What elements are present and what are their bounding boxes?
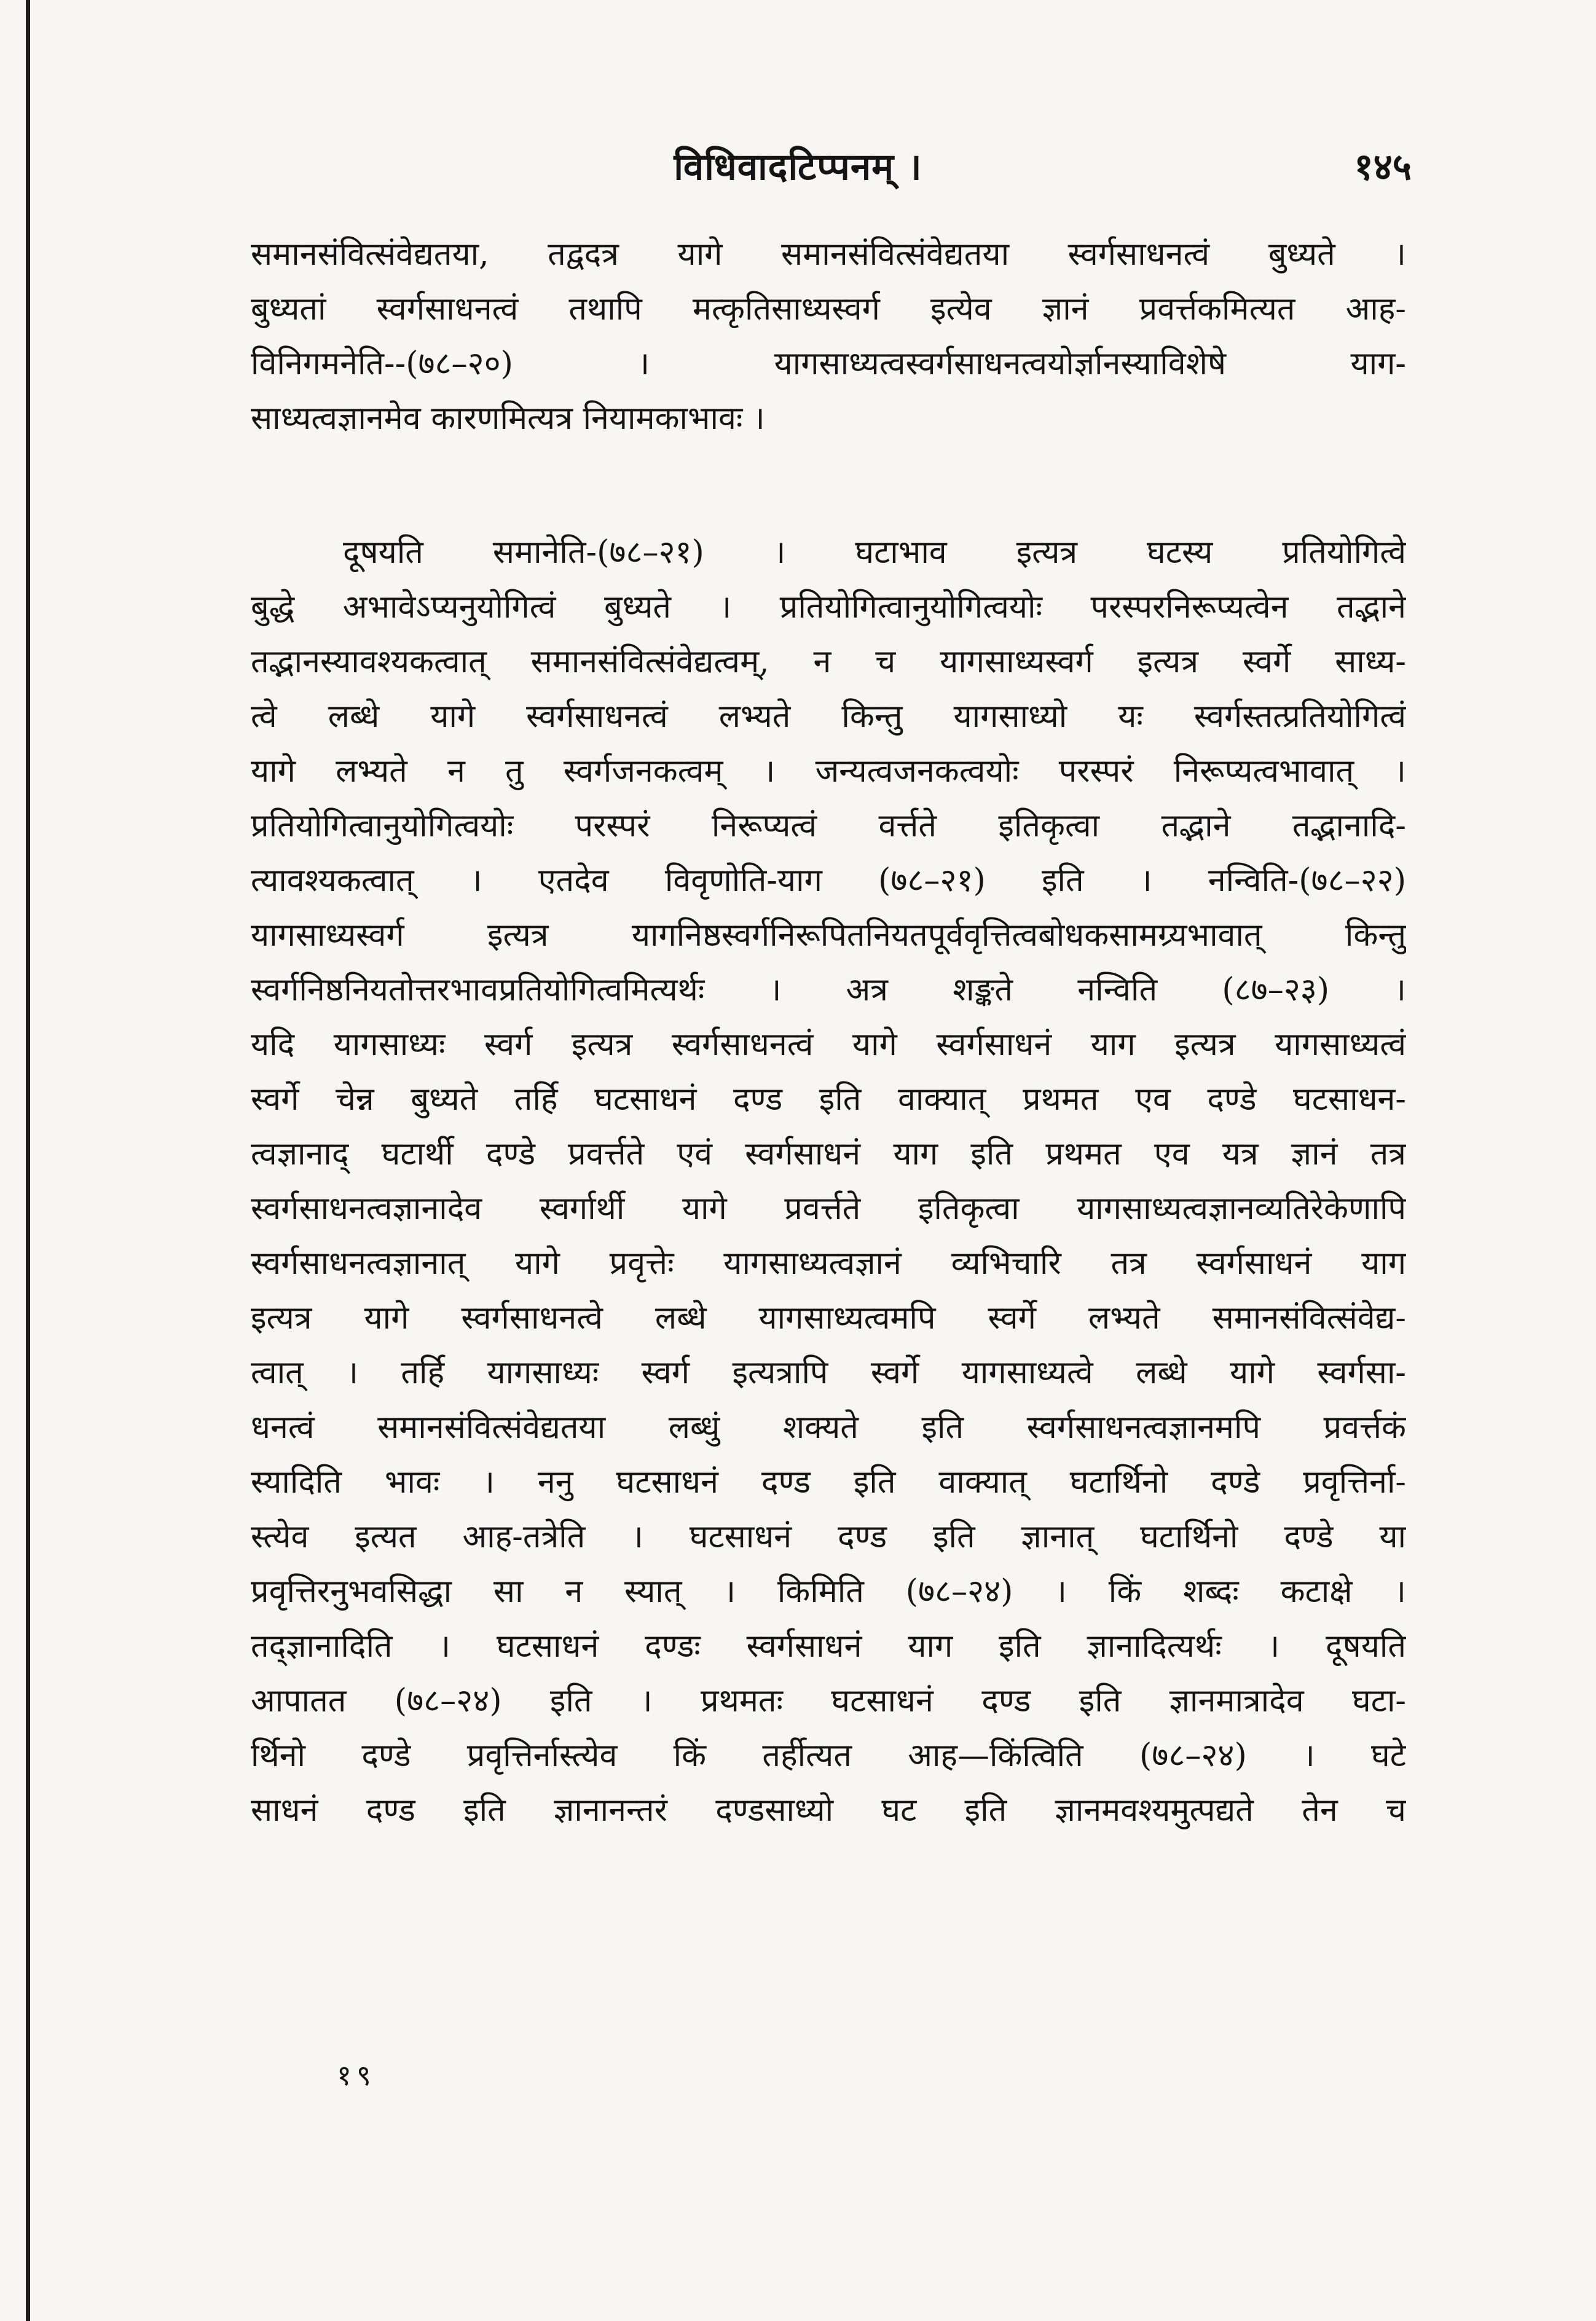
text-line: विनिगमनेति--(७८–२०) । यागसाध्यत्वस्वर्गसाधनत्वयोर्ज्ञानस्याविशेषे याग- xyxy=(251,345,1406,382)
text-line: त्वज्ञानाद् घटार्थी दण्डे प्रवर्त्तते एवं स्वर्गसाधनं याग इति प्रथमत एव यत्र ज्ञानं तत्र xyxy=(251,1136,1406,1172)
text-line: त्वात् । तर्हि यागसाध्यः स्वर्ग इत्यत्रापि स्वर्गे यागसाध्यत्वे लब्धे यागे स्वर्गसा- xyxy=(251,1354,1406,1391)
text-line: स्वर्गसाधनत्वज्ञानादेव स्वर्गार्थी यागे प्रवर्त्तते इतिकृत्वा यागसाध्यत्वज्ञानव्यतिरेकेणापि xyxy=(251,1190,1406,1227)
text-line: र्थिनो दण्डे प्रवृत्तिर्नास्त्येव किं तर्हीत्यत आह—किंत्विति (७८–२४) । घटे xyxy=(251,1737,1406,1774)
text-line: स्वर्गसाधनत्वज्ञानात् यागे प्रवृत्तेः यागसाध्यत्वज्ञानं व्यभिचारि तत्र स्वर्गसाधनं याग xyxy=(251,1245,1406,1282)
text-line: बुद्धे अभावेऽप्यनुयोगित्वं बुध्यते । प्रतियोगित्वानुयोगित्वयोः परस्परनिरूप्यत्वेन तद्भाने xyxy=(251,589,1406,626)
running-title: विधिवादटिप्पनम् । xyxy=(674,146,922,189)
text-line: साधनं दण्ड इति ज्ञानानन्तरं दण्डसाध्यो घट इति ज्ञानमवश्यमुत्पद्यते तेन च xyxy=(251,1792,1406,1829)
text-line: स्वर्गे चेन्न बुध्यते तर्हि घटसाधनं दण्ड इति वाक्यात् प्रथमत एव दण्डे घटसाधन- xyxy=(251,1081,1406,1118)
text-line: त्यावश्यकत्वात् । एतदेव विवृणोति-याग (७८–२१) इति । नन्विति-(७८–२२) xyxy=(251,862,1406,899)
text-line: यागसाध्यस्वर्ग इत्यत्र यागनिष्ठस्वर्गनिरूपितनियतपूर्ववृत्तित्वबोधकसामग्र्यभावात् किन्तु xyxy=(251,917,1406,954)
text-line: यदि यागसाध्यः स्वर्ग इत्यत्र स्वर्गसाधनत्वं यागे स्वर्गसाधनं याग इत्यत्र यागसाध्यत्वं xyxy=(251,1026,1406,1063)
page-spine-edge xyxy=(26,0,30,2321)
text-line: त्वे लब्धे यागे स्वर्गसाधनत्वं लभ्यते किन्तु यागसाध्यो यः स्वर्गस्तत्प्रतियोगित्वं xyxy=(251,698,1406,735)
signature-mark: १९ xyxy=(337,2059,376,2092)
text-line: तद्ज्ञानादिति । घटसाधनं दण्डः स्वर्गसाधनं याग इति ज्ञानादित्यर्थः । दूषयति xyxy=(251,1628,1406,1665)
text-line: यागे लभ्यते न तु स्वर्गजनकत्वम् । जन्यत्वजनकत्वयोः परस्परं निरूप्यत्वभावात् । xyxy=(251,753,1406,790)
text-line: दूषयति समानेति-(७८–२१) । घटाभाव इत्यत्र घटस्य प्रतियोगित्वे xyxy=(343,534,1406,571)
text-line: प्रवृत्तिरनुभवसिद्धा सा न स्यात् । किमिति (७८–२४) । किं शब्दः कटाक्षे । xyxy=(251,1573,1406,1610)
text-line: धनत्वं समानसंवित्संवेद्यतया लब्धुं शक्यते इति स्वर्गसाधनत्वज्ञानमपि प्रवर्त्तकं xyxy=(251,1409,1406,1446)
text-line: इत्यत्र यागे स्वर्गसाधनत्वे लब्धे यागसाध्यत्वमपि स्वर्गे लभ्यते समानसंवित्संवेद्य- xyxy=(251,1300,1406,1337)
page-header xyxy=(0,140,1596,195)
text-line: स्यादिति भावः । ननु घटसाधनं दण्ड इति वाक्यात् घटार्थिनो दण्डे प्रवृत्तिर्ना- xyxy=(251,1464,1406,1501)
text-line: तद्भानस्यावश्यकत्वात् समानसंवित्संवेद्यत्वम्, न च यागसाध्यस्वर्ग इत्यत्र स्वर्गे साध्य- xyxy=(251,643,1406,680)
text-line: स्त्येव इत्यत आह-तत्रेति । घटसाधनं दण्ड इति ज्ञानात् घटार्थिनो दण्डे या xyxy=(251,1518,1406,1555)
text-line: प्रतियोगित्वानुयोगित्वयोः परस्परं निरूप्यत्वं वर्त्तते इतिकृत्वा तद्भाने तद्भानादि- xyxy=(251,807,1406,844)
text-line: स्वर्गनिष्ठनियतोत्तरभावप्रतियोगित्वमित्यर्थः । अत्र शङ्कते नन्विति (८७–२३) । xyxy=(251,972,1406,1008)
paragraph-1 xyxy=(251,227,1406,446)
paragraph-2 xyxy=(251,525,1406,1838)
text-line: बुध्यतां स्वर्गसाधनत्वं तथापि मत्कृतिसाध्यस्वर्ग इत्येव ज्ञानं प्रवर्त्तकमित्यत आह- xyxy=(251,291,1406,328)
text-line: साध्यत्वज्ञानमेव कारणमित्यत्र नियामकाभावः । xyxy=(251,400,765,437)
text-line: समानसंवित्संवेद्यतया, तद्वदत्र यागे समानसंवित्संवेद्यतया स्वर्गसाधनत्वं बुध्यते । xyxy=(251,236,1406,273)
text-line: आपातत (७८–२४) इति । प्रथमतः घटसाधनं दण्ड इति ज्ञानमात्रादेव घटा- xyxy=(251,1683,1406,1719)
page-number: १४५ xyxy=(1354,146,1412,189)
